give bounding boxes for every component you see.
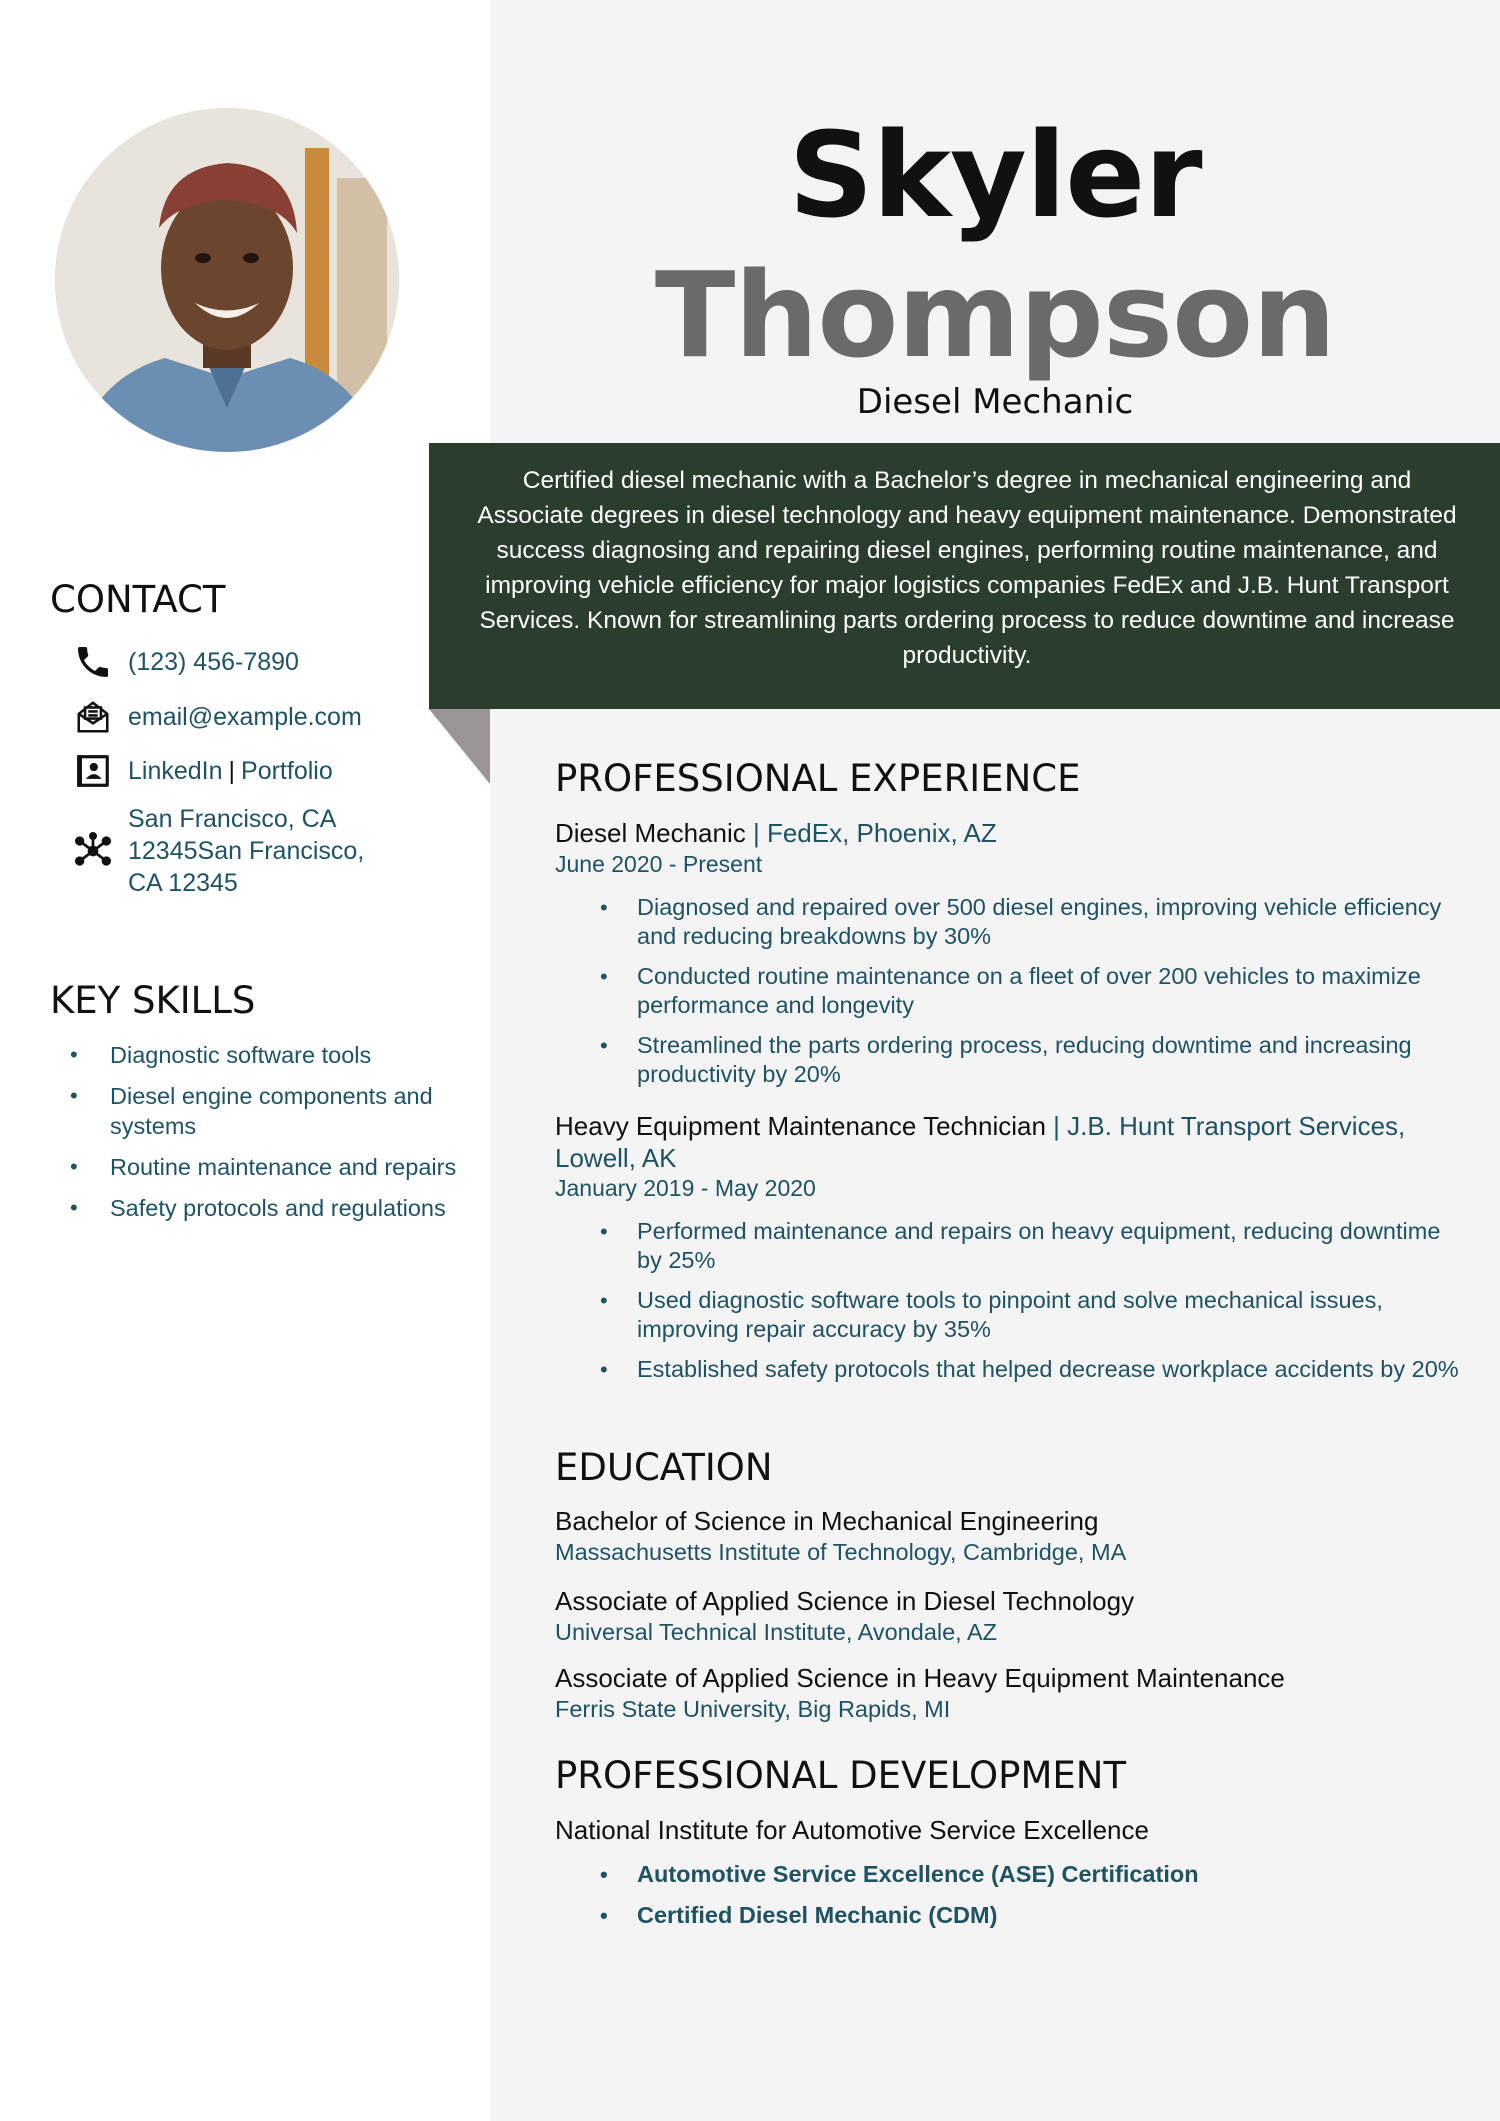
job-org: | FedEx, Phoenix, AZ xyxy=(745,818,997,848)
job-title: Diesel Mechanic xyxy=(856,382,1134,422)
job-heading xyxy=(555,1110,1415,1174)
job-heading xyxy=(555,817,1455,849)
banner-fold xyxy=(429,709,490,784)
address-line-1: San Francisco, CA xyxy=(128,805,337,833)
email-address[interactable]: email@example.com xyxy=(128,703,362,731)
list-item: • Routine maintenance and repairs xyxy=(70,1152,460,1182)
education-school: Ferris State University, Big Rapids, MI xyxy=(555,1696,951,1722)
contact-email[interactable] xyxy=(72,696,362,738)
education-degree: Bachelor of Science in Mechanical Engineering xyxy=(555,1506,1099,1536)
link-separator: | xyxy=(228,757,236,785)
certification-list xyxy=(600,1860,1460,1942)
job-dates: June 2020 - Present xyxy=(555,851,763,877)
job-bullets xyxy=(600,893,1460,1100)
education-heading: EDUCATION xyxy=(555,1446,773,1489)
address-line-2: 12345San Francisco, xyxy=(128,837,365,865)
address-block xyxy=(128,803,364,899)
list-item: • Diagnostic software tools xyxy=(70,1040,460,1070)
contact-links xyxy=(72,750,333,792)
development-heading: PROFESSIONAL DEVELOPMENT xyxy=(555,1754,1127,1797)
portfolio-link[interactable]: Portfolio xyxy=(241,757,333,785)
envelope-icon xyxy=(72,696,114,738)
list-item: • Performed maintenance and repairs on heavy equipment, reducing downtime by 25% xyxy=(600,1217,1460,1275)
summary-banner xyxy=(429,443,1500,709)
address-line-3: CA 12345 xyxy=(128,869,238,897)
education-school: Universal Technical Institute, Avondale, AZ xyxy=(555,1619,997,1645)
list-item: • Safety protocols and regulations xyxy=(70,1193,460,1223)
list-item: • Conducted routine maintenance on a fleet of over 200 vehicles to maximize performance and longevity xyxy=(600,962,1460,1020)
list-item: • Diagnosed and repaired over 500 diesel engines, improving vehicle efficiency and reducing breakdowns by 30% xyxy=(600,893,1460,951)
list-item: • Streamlined the parts ordering process, reducing downtime and increasing productivity by 20% xyxy=(600,1031,1460,1089)
development-institution: National Institute for Automotive Service Excellence xyxy=(555,1815,1149,1845)
list-item: • Used diagnostic software tools to pinpoint and solve mechanical issues, improving repair accuracy by 35% xyxy=(600,1286,1460,1344)
job-dates: January 2019 - May 2020 xyxy=(555,1175,816,1201)
education-degree: Associate of Applied Science in Diesel Technology xyxy=(555,1586,1135,1616)
job-org: | J.B. Hunt Transport Services, Lowell, AK xyxy=(555,1111,1406,1173)
education-degree: Associate of Applied Science in Heavy Equipment Maintenance xyxy=(555,1663,1285,1693)
experience-heading: PROFESSIONAL EXPERIENCE xyxy=(555,757,1081,800)
list-item: • Established safety protocols that helped decrease workplace accidents by 20% xyxy=(600,1355,1460,1384)
list-item: • Automotive Service Excellence (ASE) Certification xyxy=(600,1860,1460,1889)
contact-address xyxy=(72,803,364,899)
linkedin-link[interactable]: LinkedIn xyxy=(128,757,223,785)
profile-photo xyxy=(55,108,399,452)
list-item: • Diesel engine components and systems xyxy=(70,1081,460,1141)
first-name: Skyler xyxy=(788,106,1202,244)
skills-list xyxy=(70,1040,460,1234)
phone-number[interactable]: (123) 456-7890 xyxy=(128,648,299,676)
list-item: • Certified Diesel Mechanic (CDM) xyxy=(600,1901,1460,1930)
job-bullets xyxy=(600,1217,1460,1395)
contact-card-icon xyxy=(72,750,114,792)
phone-icon xyxy=(72,641,114,683)
job-role: Heavy Equipment Maintenance Technician xyxy=(555,1111,1046,1141)
education-school: Massachusetts Institute of Technology, Cambridge, MA xyxy=(555,1539,1127,1565)
skills-heading: KEY SKILLS xyxy=(50,979,256,1022)
job-role: Diesel Mechanic xyxy=(555,818,746,848)
contact-heading: CONTACT xyxy=(50,578,226,621)
network-icon xyxy=(72,830,114,872)
contact-phone[interactable] xyxy=(72,641,299,683)
last-name: Thompson xyxy=(654,246,1336,384)
summary-text: Certified diesel mechanic with a Bachelor’s degree in mechanical engineering and Associate degrees in diesel technology and heavy equipment maintenance. Demonstrated success diagnosing and repairing diesel engines, performing routine maintenance, and improving vehicle efficiency for major logistics companies FedEx and J.B. Hunt Transport Services. Known for streamlining parts ordering process to reduce downtime and increase productivity. xyxy=(477,467,1457,669)
